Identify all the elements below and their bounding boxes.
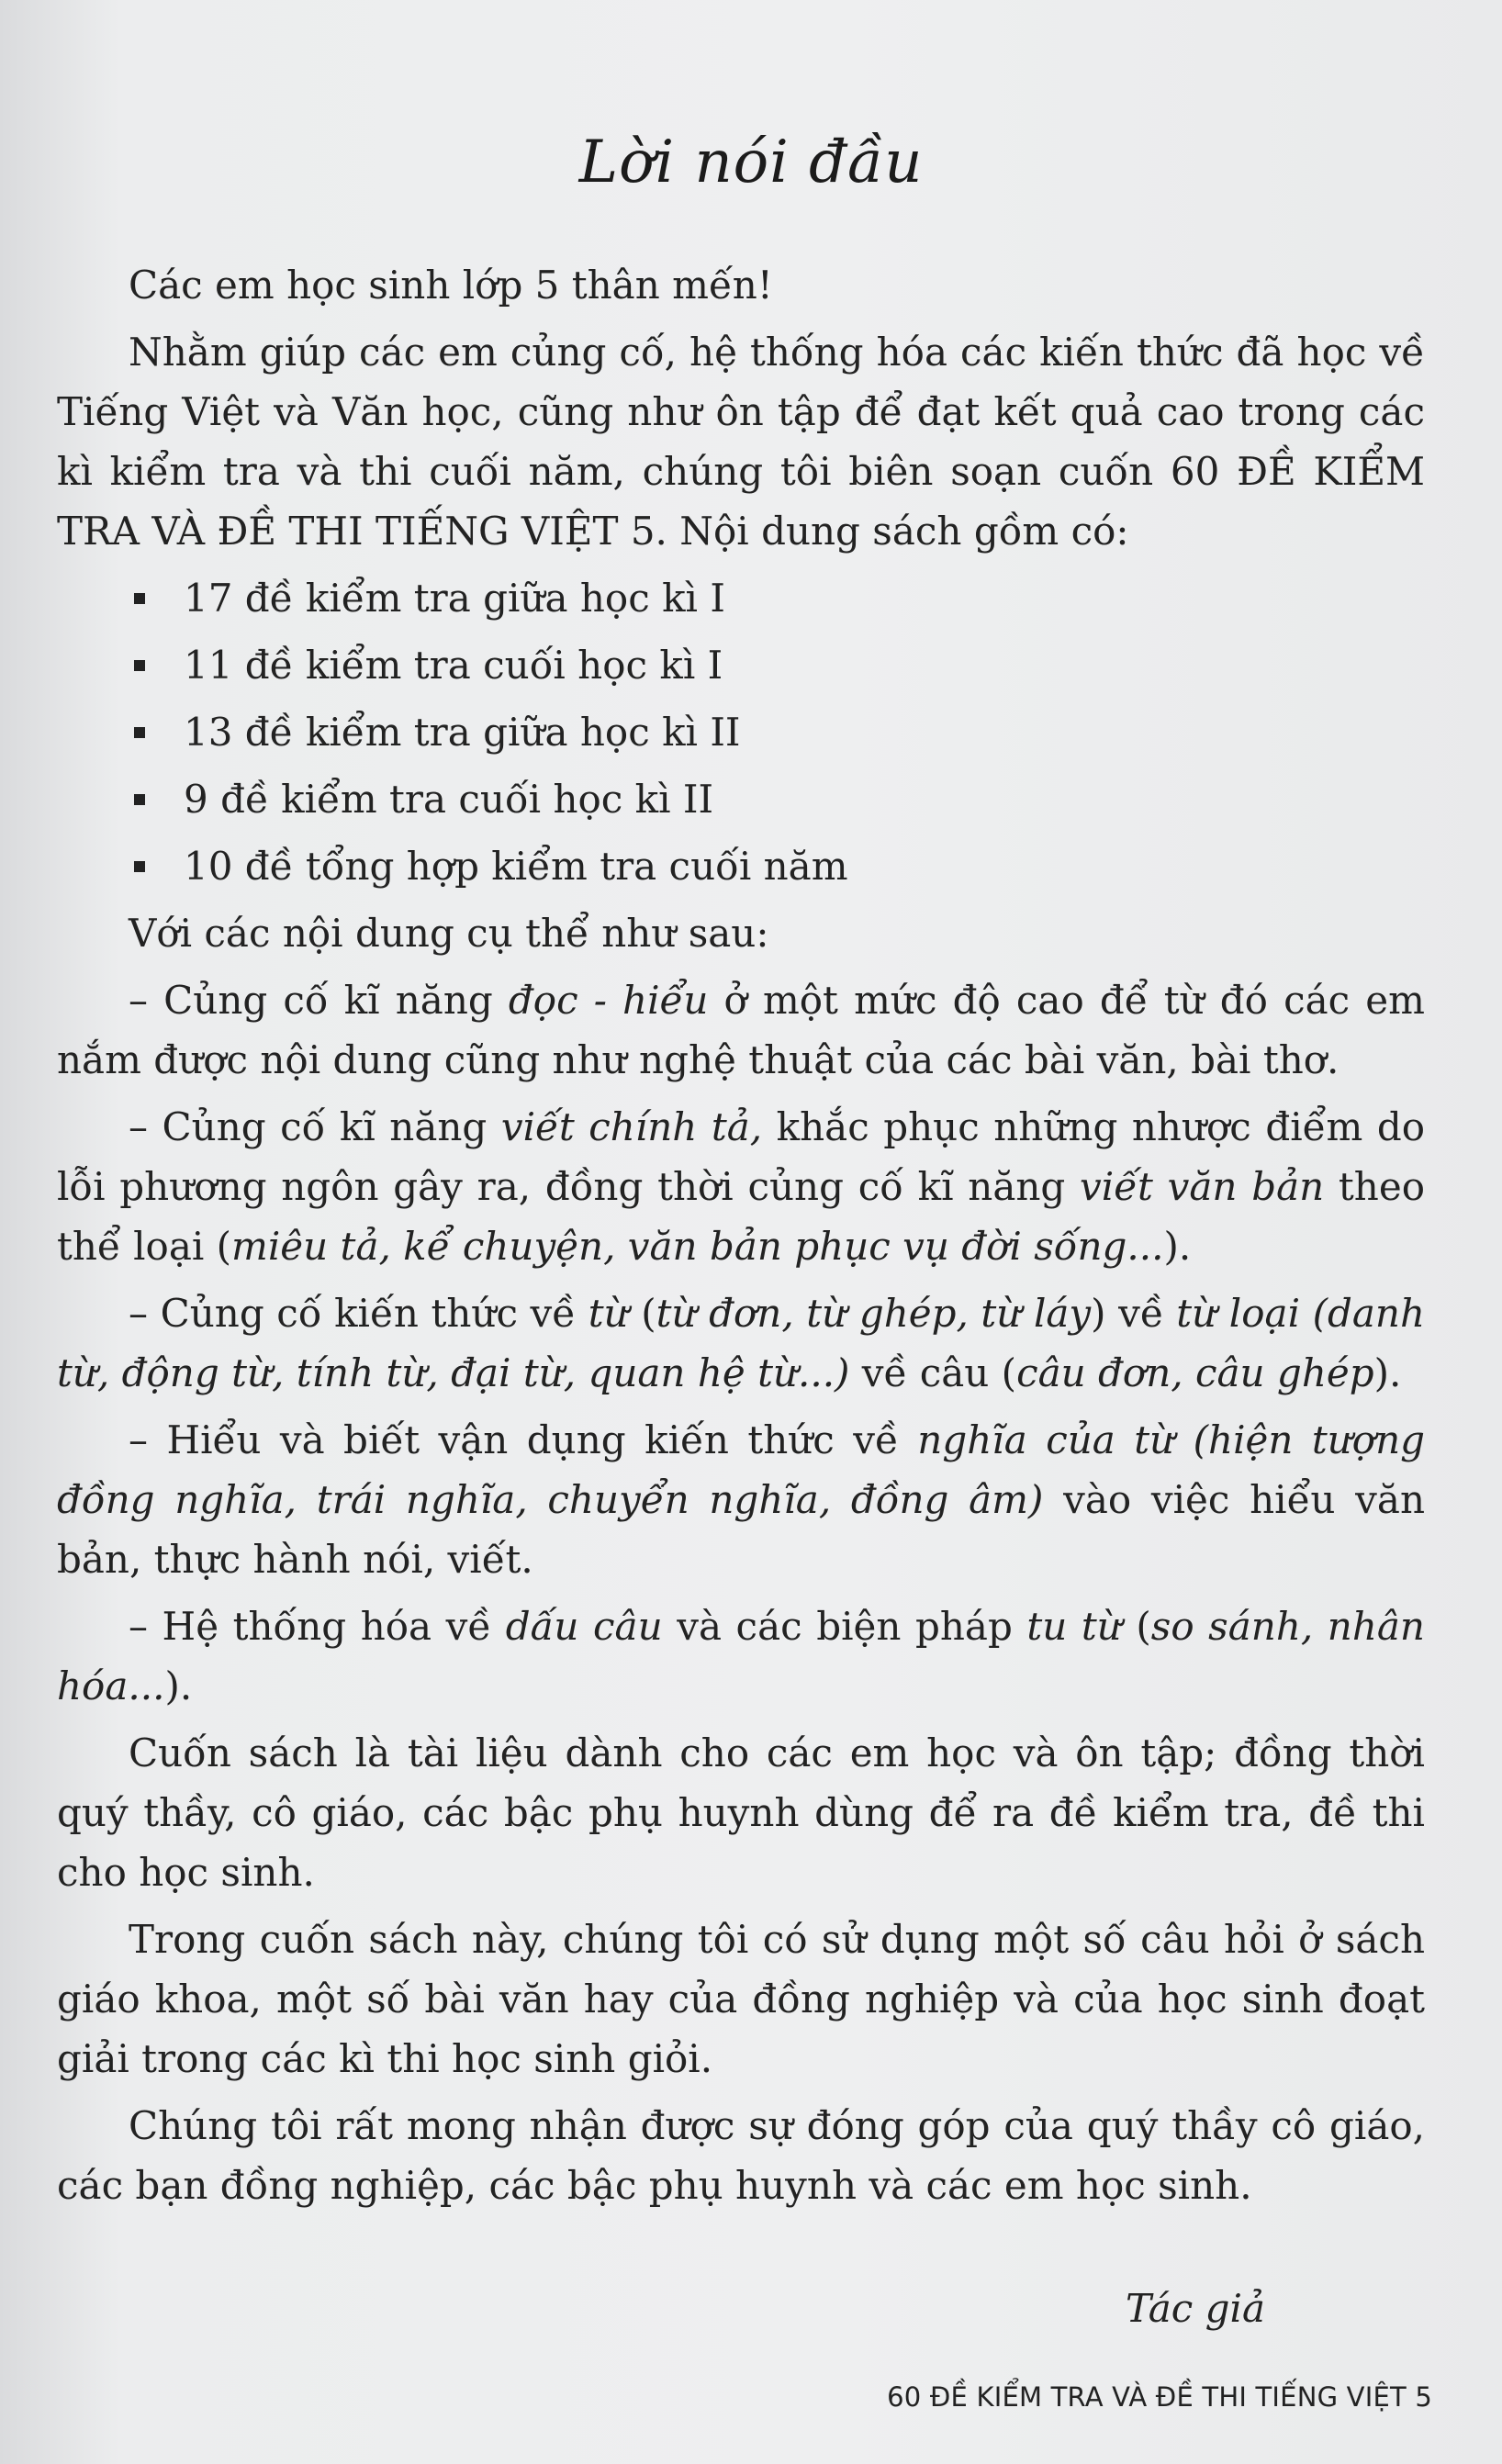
page-content: [57, 255, 1425, 2223]
detail-text: (: [628, 1291, 656, 1336]
list-item-text: 11 đề kiểm tra cuối học kì I: [184, 643, 723, 688]
list-item-text: 17 đề kiểm tra giữa học kì I: [184, 576, 725, 621]
detail-emphasis-text: miêu tả, kể chuyện, văn bản phục vụ đời sống...: [231, 1224, 1164, 1269]
details-intro-paragraph: Với các nội dung cụ thể như sau:: [129, 911, 769, 956]
bullet-square-icon: [134, 727, 145, 738]
detail-text: (: [1121, 1604, 1151, 1649]
page-title: Lời nói đầu: [578, 129, 924, 196]
detail-paragraph: [57, 1410, 1425, 1589]
list-item-text: 13 đề kiểm tra giữa học kì II: [184, 710, 741, 755]
detail-text: ).: [1373, 1350, 1402, 1395]
detail-emphasis-text: đọc - hiểu: [508, 978, 709, 1023]
detail-emphasis-text: từ: [588, 1291, 629, 1336]
closing-paragraph: Trong cuốn sách này, chúng tôi có sử dụng một số câu hỏi ở sách giáo khoa, một số bài văn hay của đồng nghiệp và của học sinh đoạt giải trong các kì thi học sinh giỏi.: [57, 1917, 1425, 2081]
detail-emphasis-text: so sánh, nhân hóa...: [57, 1604, 1425, 1708]
detail-emphasis-text: nghĩa của từ (hiện tượng đồng nghĩa, trái nghĩa, chuyển nghĩa, đồng âm): [57, 1417, 1425, 1522]
detail-paragraph: [57, 1283, 1425, 1403]
detail-emphasis-text: viết văn bản: [1080, 1164, 1325, 1209]
detail-text: và các biện pháp: [662, 1604, 1027, 1649]
closing-paragraph: Chúng tôi rất mong nhận được sự đóng góp của quý thầy cô giáo, các bạn đồng nghiệp, các bậc phụ huynh và các em học sinh.: [57, 2103, 1425, 2208]
detail-text: – Củng cố kĩ năng: [129, 1104, 501, 1149]
detail-emphasis-text: tu từ: [1026, 1604, 1122, 1649]
detail-emphasis-text: dấu câu: [505, 1604, 663, 1649]
detail-paragraph: [57, 1596, 1425, 1716]
detail-paragraph: [57, 1097, 1425, 1276]
intro-paragraph: Nhằm giúp các em củng cố, hệ thống hóa các kiến thức đã học về Tiếng Việt và Văn học, cũng như ôn tập để đạt kết quả cao trong các kì kiểm tra và thi cuối năm, chúng tôi biên soạn cuốn 60 ĐỀ KIỂM TRA VÀ ĐỀ THI TIẾNG VIỆT 5. Nội dung sách gồm có:: [57, 330, 1425, 554]
greeting-paragraph: Các em học sinh lớp 5 thân mến!: [129, 263, 773, 308]
list-item: [57, 702, 1425, 762]
detail-text: theo thể loại (: [57, 1164, 1425, 1269]
detail-paragraph: [57, 970, 1425, 1090]
detail-text: – Hệ thống hóa về: [129, 1604, 506, 1649]
author-signature: Tác giả: [1126, 2286, 1266, 2331]
bullet-square-icon: [134, 861, 145, 872]
detail-text: – Hiểu và biết vận dụng kiến thức về: [129, 1417, 918, 1462]
detail-text: – Củng cố kĩ năng: [129, 978, 509, 1023]
detail-emphasis-text: câu đơn, câu ghép: [1016, 1350, 1374, 1395]
detail-text: khắc phục những nhược điểm do lỗi phương ngôn gây ra, đồng thời củng cố kĩ năng: [57, 1104, 1426, 1209]
detail-emphasis-text: từ loại (danh từ, động từ, tính từ, đại từ, quan hệ từ...): [57, 1291, 1426, 1395]
list-item: [57, 568, 1425, 628]
detail-emphasis-text: từ đơn, từ ghép, từ láy: [656, 1291, 1092, 1336]
detail-text: vào việc hiểu văn bản, thực hành nói, viết.: [57, 1477, 1426, 1582]
bullet-square-icon: [134, 794, 145, 805]
page-footer: 60 ĐỀ KIỂM TRA VÀ ĐỀ THI TIẾNG VIỆT 5: [887, 2381, 1432, 2413]
bullet-square-icon: [134, 660, 145, 671]
detail-emphasis-text: viết chính tả,: [500, 1104, 763, 1149]
list-item-text: 9 đề kiểm tra cuối học kì II: [184, 777, 714, 822]
detail-text: về câu (: [849, 1350, 1017, 1395]
list-item: [57, 769, 1425, 829]
bullet-square-icon: [134, 593, 145, 604]
list-item-text: 10 đề tổng hợp kiểm tra cuối năm: [184, 844, 848, 889]
list-item: [57, 635, 1425, 695]
contents-list: [57, 568, 1425, 896]
detail-text: ).: [164, 1663, 193, 1708]
detail-text: ở một mức độ cao để từ đó các em nắm được nội dung cũng như nghệ thuật của các bài văn, bài thơ.: [57, 978, 1425, 1082]
detail-text: ) về: [1091, 1291, 1177, 1336]
detail-text: – Củng cố kiến thức về: [129, 1291, 588, 1336]
list-item: [57, 836, 1425, 896]
closing-paragraph: Cuốn sách là tài liệu dành cho các em học và ôn tập; đồng thời quý thầy, cô giáo, các bậc phụ huynh dùng để ra đề kiểm tra, đề thi cho học sinh.: [57, 1730, 1425, 1895]
detail-text: ).: [1163, 1224, 1192, 1269]
